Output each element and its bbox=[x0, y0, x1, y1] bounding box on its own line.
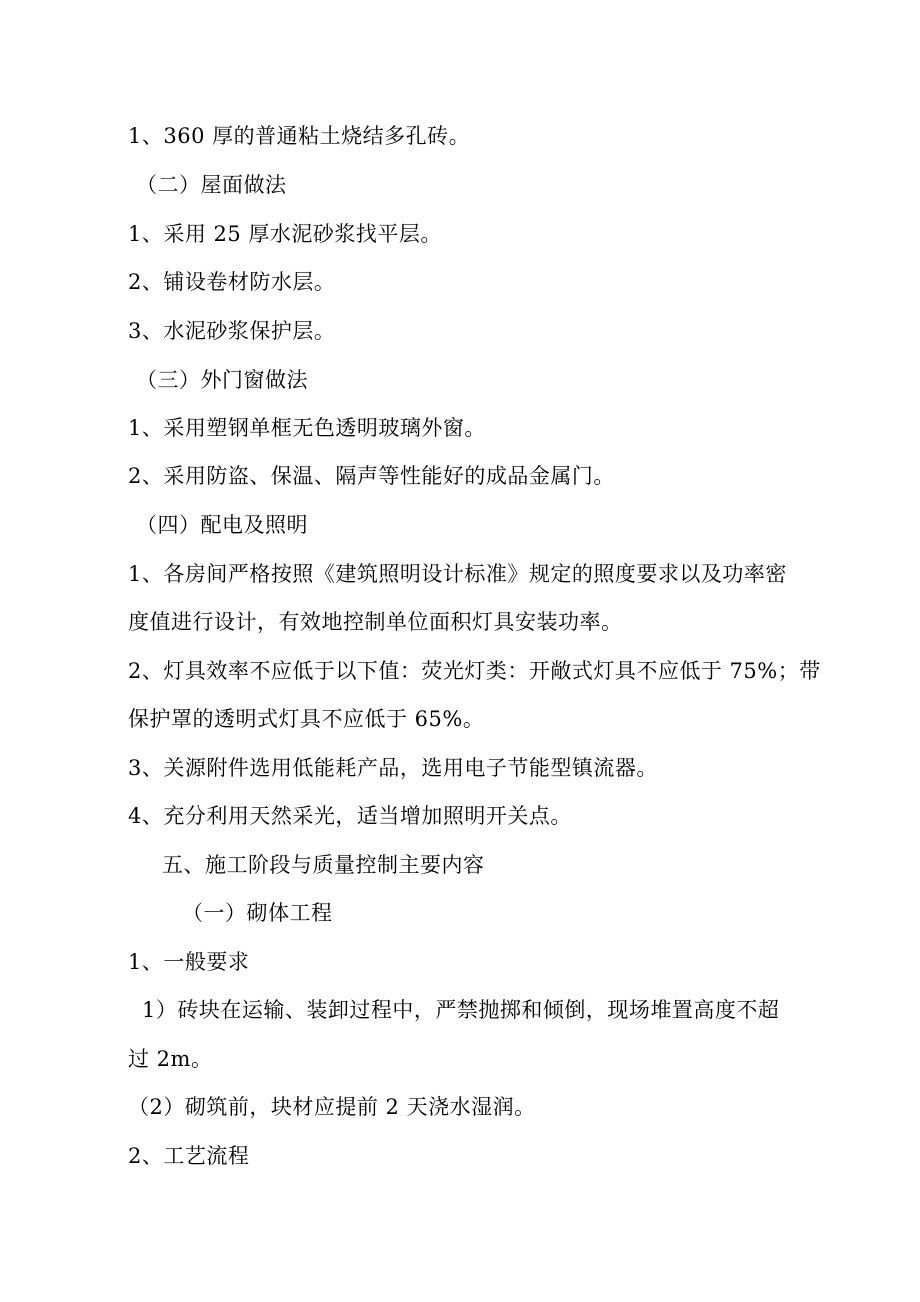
text-line-11: 度值进行设计，有效地控制单位面积灯具安装功率。 bbox=[128, 610, 623, 634]
section-heading-doors-windows: （三）外门窗做法 bbox=[136, 368, 308, 392]
text-line-19: 1）砖块在运输、装卸过程中，严禁抛掷和倾倒，现场堆置高度不超 bbox=[142, 998, 780, 1022]
text-line-12: 2、灯具效率不应低于以下值：荧光灯类：开敞式灯具不应低于 75%；带 bbox=[128, 659, 821, 683]
text-line-21: （2）砌筑前，块材应提前 2 天浇水湿润。 bbox=[128, 1095, 536, 1119]
section-heading-masonry: （一）砌体工程 bbox=[182, 901, 333, 925]
text-line-18: 1、一般要求 bbox=[128, 950, 250, 974]
text-line-1: 1、360 厚的普通粘土烧结多孔砖。 bbox=[128, 124, 471, 148]
text-line-10: 1、各房间严格按照《建筑照明设计标准》规定的照度要求以及功率密 bbox=[128, 562, 787, 586]
text-line-15: 4、充分利用天然采光，适当增加照明开关点。 bbox=[128, 804, 572, 828]
text-line-4: 2、铺设卷材防水层。 bbox=[128, 270, 336, 294]
text-line-8: 2、采用防盗、保温、隔声等性能好的成品金属门。 bbox=[128, 464, 615, 488]
text-line-7: 1、采用塑钢单框无色透明玻璃外窗。 bbox=[128, 416, 486, 440]
text-line-13: 保护罩的透明式灯具不应低于 65%。 bbox=[128, 707, 485, 731]
text-line-20: 过 2m。 bbox=[128, 1047, 213, 1071]
chapter-heading-construction: 五、施工阶段与质量控制主要内容 bbox=[162, 853, 485, 877]
text-line-3: 1、采用 25 厚水泥砂浆找平层。 bbox=[128, 222, 442, 246]
text-line-14: 3、关源附件选用低能耗产品，选用电子节能型镇流器。 bbox=[128, 756, 658, 780]
text-line-22: 2、工艺流程 bbox=[128, 1144, 250, 1168]
section-heading-lighting: （四）配电及照明 bbox=[136, 513, 308, 537]
section-heading-roof: （二）屋面做法 bbox=[136, 173, 287, 197]
text-line-5: 3、水泥砂浆保护层。 bbox=[128, 319, 336, 343]
